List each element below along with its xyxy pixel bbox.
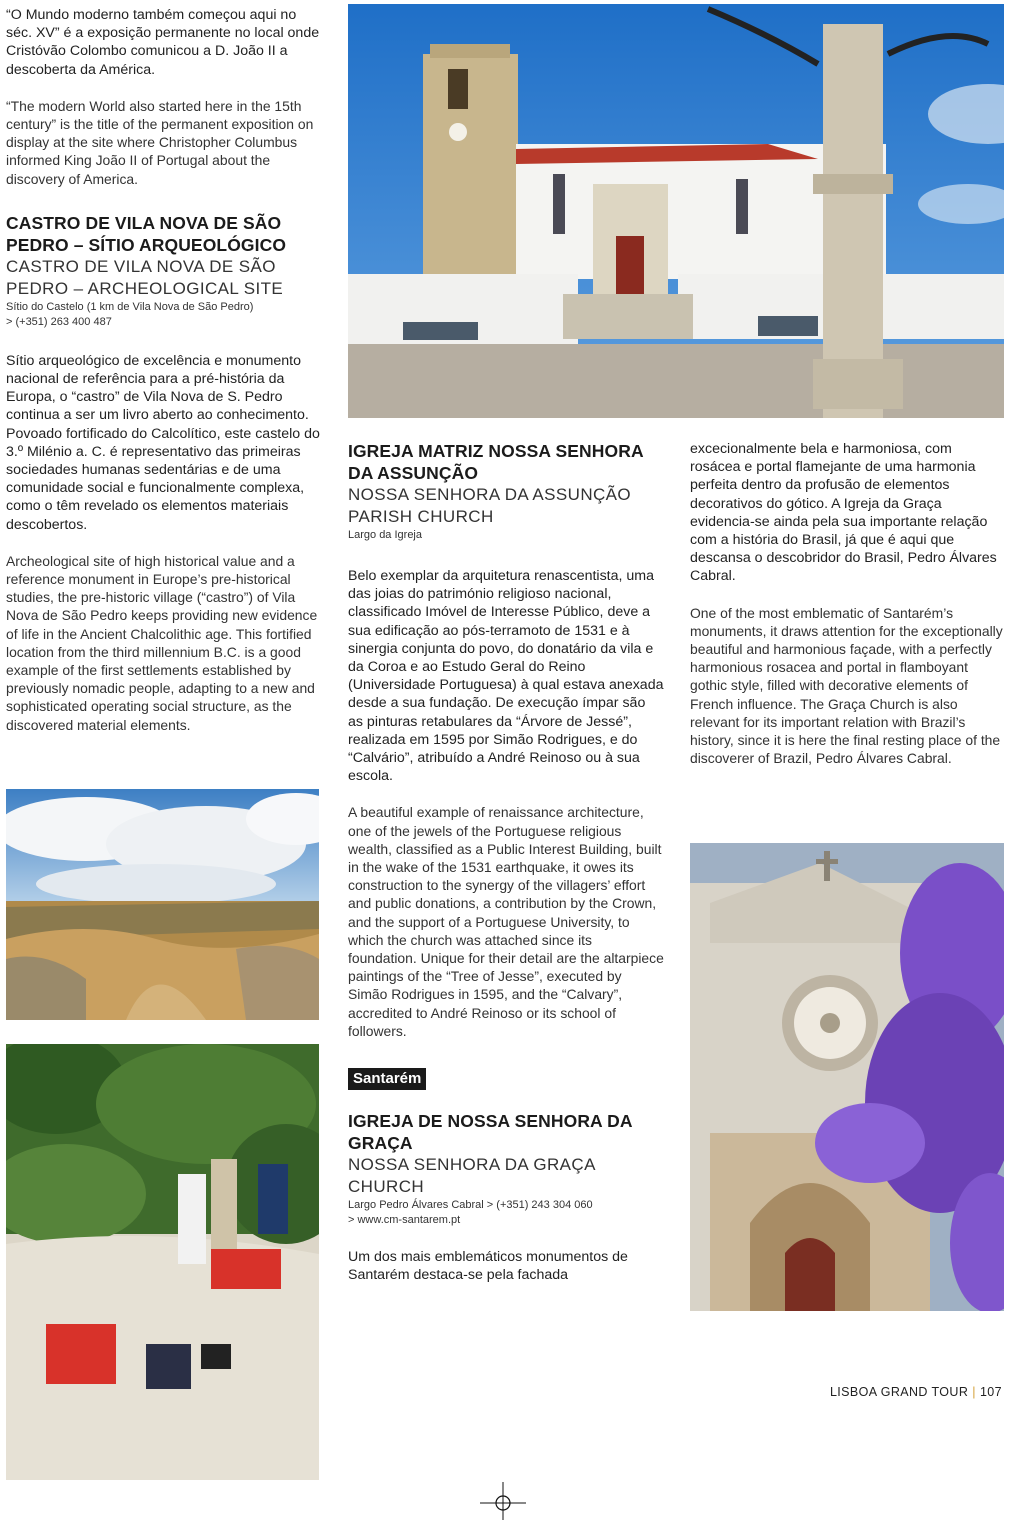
matriz-title-en: NOSSA SENHORA DA ASSUNÇÃO PARISH CHURCH [348, 485, 632, 526]
graca-title-pt: IGREJA DE NOSSA SENHORA DA GRAÇA [348, 1111, 632, 1154]
castro-text-en: Archeological site of high historical value and a reference monument in Europe’s pre-historical studies, the pre-historic village (“castro”) of Vila Nova de São Pedro keeps providing new evidence of life in the Ancient Chalcolithic age. This fortified location from the third millennium B.C. is a good example of the first settlements established by previously nomadic people, adapting to a new and sophisticated operating social structure, as the discovered material elements. [6, 552, 318, 733]
graca-title-en: NOSSA SENHORA DA GRAÇA CHURCH [348, 1155, 595, 1197]
graca-text-pt-start: Um dos mais emblemáticos monumentos de Santarém destaca-se pela fachada [348, 1249, 628, 1284]
graca-text-en: One of the most emblematic of Santarém’s monuments, it draws attention for the exceptionally beautiful and harmonious façade, with a perfectly harmonious rosacea and portal in flamboyant gothic style, filled with decorative elements of French influence. The Graça Church is also relevant for its important relation with Brazil’s history, since it is here the final resting place of the discoverer of Brazil, Pedro Álvares Cabral. [690, 604, 1003, 767]
publication-name: LISBOA GRAND TOUR [829, 1385, 969, 1399]
matriz-text-en: A beautiful example of renaissance architecture, one of the jewels of the Portuguese religious wealth, classified as a Public Interest Building, built in the wake of the 1531 earthquake, it owes its construction to the synergy of the villagers’ effort and public donations, a contribution by the Crown, and the support of a Portuguese University, to which the church was attached since its foundation. Unique for their detail are the altarpiece paintings of the “Tree of Jesse”, executed by Simão Rodrigues in 1595, and the “Calvary”, accredited to André Reinoso or its school of followers. [348, 804, 664, 1039]
castro-title-pt: CASTRO DE VILA NOVA DE SÃO PEDRO – SÍTIO ARQUEOLÓGICO [6, 212, 287, 255]
castro-title-en: CASTRO DE VILA NOVA DE SÃO PEDRO – ARCHEOLOGICAL SITE [6, 256, 284, 298]
excavation-photo [6, 1044, 319, 1480]
castro-text-pt: Sítio arqueológico de excelência e monumento nacional de referência para a pré-história da Europa, o “castro” de Vila Nova de S. Pedro continua a ser um livro aberto ao conhecimento. Povoado fortificado do Calcolítico, este castelo do 3.º Milénio a. C. é representativo das primeiras sociedades humanas sedentárias e de uma comunidade social e funcionalmente complexa, como o têm revelado os elementos materiais descobertos. [6, 352, 320, 533]
castro-phone: > (+351) 263 400 487 [6, 315, 112, 328]
column-1 [6, 6, 324, 734]
region-tag: Santarém [348, 1068, 426, 1090]
column-2 [348, 440, 664, 1284]
graca-website: > www.cm-santarem.pt [348, 1214, 461, 1227]
graca-address: Largo Pedro Álvares Cabral > (+351) 243 304 060 [348, 1199, 593, 1212]
registration-mark-icon [480, 1482, 526, 1520]
intro-text-en: “The modern World also started here in the 15th century” is the title of the permanent exposition on display at the site where Christopher Columbus informed King João II of Portugal about the discovery of America. [6, 97, 314, 187]
igreja-graca-photo [690, 843, 1004, 1311]
matriz-text-pt: Belo exemplar da arquitetura renascentista, uma das joias do património religioso nacional, classificado Imóvel de Interesse Público, deve a sua edificação ao pós-terramoto de 1531 e à sinergia conjunta do povo, do donatário da vila e da Coroa e ao Estudo Geral do Reino (Universidade Portuguesa) à qual estava anexada desde a sua fundação. De execução ímpar são as pinturas retabulares da “Árvore de Jessé”, realizada em 1595 por Simão Rodrigues, e do “Calvário”, atribuído a André Reinoso ou à sua escola. [348, 568, 664, 785]
matriz-title-pt: IGREJA MATRIZ NOSSA SENHORA DA ASSUNÇÃO [348, 441, 644, 483]
column-3 [690, 440, 1006, 767]
graca-text-pt-cont: excecionalmente bela e harmoniosa, com rosácea e portal flamejante de uma harmonia perfeita dentro da profusão de elementos decorativos do gótico. A Igreja da Graça evidencia-se ainda pela sua importante relação com a história do Brasil, já que é aqui que descansa o descobridor do Brasil, Pedro Álvares Cabral. [690, 441, 997, 585]
page-number: 107 [979, 1385, 1002, 1399]
footer-separator: | [972, 1385, 976, 1399]
castro-address: Sítio do Castelo (1 km de Vila Nova de São Pedro) [6, 300, 254, 313]
igreja-matriz-photo [348, 4, 1004, 418]
castro-landscape-photo [6, 789, 319, 1020]
matriz-address: Largo da Igreja [348, 529, 422, 541]
intro-text-pt: “O Mundo moderno também começou aqui no séc. XV” é a exposição permanente no local onde Cristóvão Colombo comunicou a D. João II a descoberta da América. [6, 7, 320, 78]
page-footer [830, 1385, 1002, 1399]
